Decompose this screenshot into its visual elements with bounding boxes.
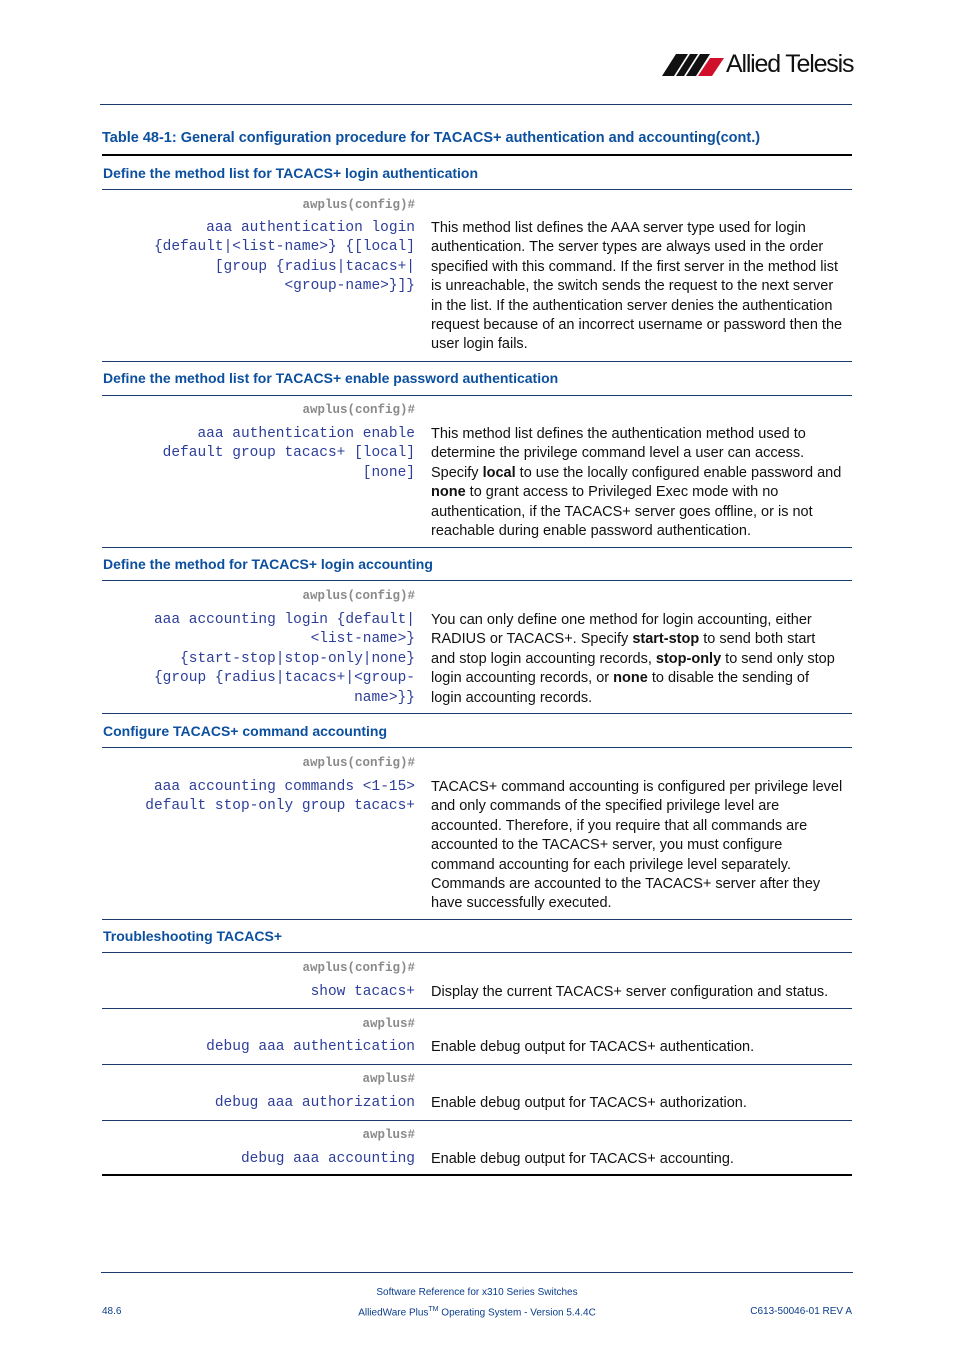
section-rule: [102, 713, 852, 714]
logo-mark-icon: [662, 54, 724, 76]
table-top-rule: [102, 154, 852, 156]
row-rule: [102, 1064, 852, 1065]
cli-command: debug aaa accounting: [240, 1151, 415, 1167]
cli-command: aaa accounting login {default| <list-name>} {start-stop|stop-only|none} {group {radius|tacacs+|<group- name>}}: [153, 612, 415, 706]
cli-command: aaa authentication login {default|<list-name>} {[local] [group {radius|tacacs+| <group-name>}]}: [153, 220, 415, 295]
cli-command: show tacacs+: [310, 984, 415, 1000]
cli-prompt: awplus#: [362, 1072, 415, 1086]
row-rule: [102, 1008, 852, 1009]
section-title: Define the method list for TACACS+ enable password authentication: [103, 370, 559, 386]
doc-code: C613-50046-01 REV A: [750, 1306, 852, 1317]
section-rule: [102, 919, 852, 920]
section-rule: [102, 952, 852, 953]
command-description: This method list defines the AAA server type used for login authentication. The server types are always used in the order specified with this command. If the first server in the method list is unreachable, the switch sends the request to the next server in the list. If the authentication server denies the authentication request because of an incorrect username or password then the user login fails.: [431, 220, 843, 353]
section-rule: [102, 747, 852, 748]
command-description: Enable debug output for TACACS+ authorization.: [431, 1095, 747, 1111]
footer-doc-title: Software Reference for x310 Series Switches: [376, 1287, 578, 1298]
section-rule: [102, 580, 852, 581]
section-rule: [102, 547, 852, 548]
command-description: This method list defines the authentication method used to determine the privilege command level a user can access. Specify local to use the locally configured enable password and none to grant access to Privileged Exec mode with no authentication, if the TACACS+ server goes offline, or is not reachable during enable password authentication.: [431, 426, 842, 540]
cli-prompt: awplus#: [362, 1128, 415, 1142]
table-bottom-rule: [102, 1174, 852, 1176]
section-title: Configure TACACS+ command accounting: [103, 723, 388, 739]
cli-prompt: awplus(config)#: [302, 961, 415, 975]
logo-text: Allied Telesis: [726, 50, 854, 78]
command-description: Display the current TACACS+ server configuration and status.: [431, 984, 829, 1000]
table-title: Table 48-1: General configuration procedure for TACACS+ authentication and accounting(cont.): [102, 130, 761, 146]
footer-product: AlliedWare Plus™ Operating System - Version 5.4.4C: [358, 1306, 596, 1319]
cli-command: aaa authentication enable default group tacacs+ [local] [none]: [162, 426, 415, 481]
cli-command: debug aaa authentication: [206, 1039, 415, 1055]
cli-prompt: awplus#: [362, 1017, 415, 1031]
cli-prompt: awplus(config)#: [302, 756, 415, 770]
section-title: Troubleshooting TACACS+: [103, 928, 283, 944]
cli-command: debug aaa authorization: [214, 1095, 415, 1111]
section-title: Define the method for TACACS+ login accounting: [103, 556, 433, 572]
allied-telesis-logo: [662, 50, 854, 80]
page-number: 48.6: [102, 1306, 122, 1317]
cli-prompt: awplus(config)#: [302, 198, 415, 212]
cli-prompt: awplus(config)#: [302, 403, 415, 417]
footer-divider: [101, 1272, 853, 1273]
command-description: TACACS+ command accounting is configured per privilege level and only commands of the specified privilege level are accounted. Therefore, if you require that all commands are accounted to the TACACS+ server, you must configure command accounting for each privilege level separately. Commands are accounted to the TACACS+ server after they have successfully executed.: [431, 779, 843, 912]
section-rule: [102, 361, 852, 362]
command-description: Enable debug output for TACACS+ authentication.: [431, 1039, 755, 1055]
section-rule: [102, 189, 852, 190]
cli-command: aaa accounting commands <1-15> default stop-only group tacacs+: [145, 779, 415, 815]
section-title: Define the method list for TACACS+ login authentication: [103, 165, 479, 181]
row-rule: [102, 1120, 852, 1121]
header-divider: [100, 104, 852, 105]
cli-prompt: awplus(config)#: [302, 589, 415, 603]
command-description: You can only define one method for login accounting, either RADIUS or TACACS+. Specify start-stop to send both start and stop login accounting records, stop-only to send only stop login accounting records, or none to disable the sending of login accounting records.: [431, 612, 835, 706]
section-rule: [102, 395, 852, 396]
command-description: Enable debug output for TACACS+ accounting.: [431, 1151, 734, 1167]
